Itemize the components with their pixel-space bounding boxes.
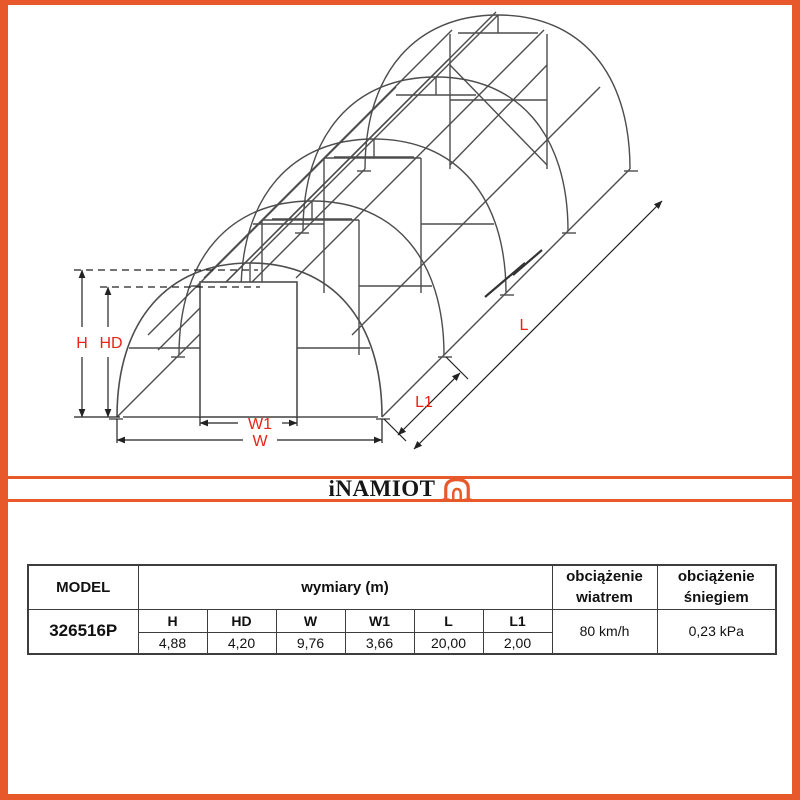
tunnel-arch-icon	[442, 476, 472, 502]
break-symbol	[485, 250, 542, 297]
spec-table	[27, 564, 777, 655]
spec-table-section	[8, 502, 792, 794]
dimensions-header: wymiary (m)	[138, 565, 552, 609]
dim-label-w: W	[252, 433, 268, 450]
wind-load-value: 80 km/h	[552, 609, 657, 654]
dim-value-l1: 2,00	[483, 632, 552, 654]
dim-header-l1: L1	[483, 609, 552, 632]
logo-band	[8, 476, 792, 502]
logo-text: iNAMIOT	[328, 476, 436, 501]
wind-load-header: obciążenie wiatrem	[552, 565, 657, 609]
front-door	[200, 263, 297, 417]
snow-load-header: obciążenie śniegiem	[657, 565, 776, 609]
dim-label-l: L	[519, 317, 529, 334]
dim-value-w1: 3,66	[345, 632, 414, 654]
dimension-lines	[74, 201, 662, 449]
dim-header-w: W	[276, 609, 345, 632]
model-value: 326516P	[28, 609, 138, 654]
dim-value-w: 9,76	[276, 632, 345, 654]
dim-value-h: 4,88	[138, 632, 207, 654]
dim-header-w1: W1	[345, 609, 414, 632]
dim-header-hd: HD	[207, 609, 276, 632]
dim-header-l: L	[414, 609, 483, 632]
tunnel-diagram-section	[8, 5, 792, 476]
tunnel-structure-diagram	[8, 5, 792, 476]
tunnel-frame-lines	[109, 12, 638, 419]
dim-label-h: H	[76, 335, 88, 352]
dim-header-h: H	[138, 609, 207, 632]
dim-label-hd: HD	[99, 335, 123, 352]
dim-label-l1: L1	[415, 394, 433, 411]
dim-value-hd: 4,20	[207, 632, 276, 654]
model-header: MODEL	[28, 565, 138, 609]
dim-value-l: 20,00	[414, 632, 483, 654]
dim-label-w1: W1	[248, 416, 272, 433]
snow-load-value: 0,23 kPa	[657, 609, 776, 654]
